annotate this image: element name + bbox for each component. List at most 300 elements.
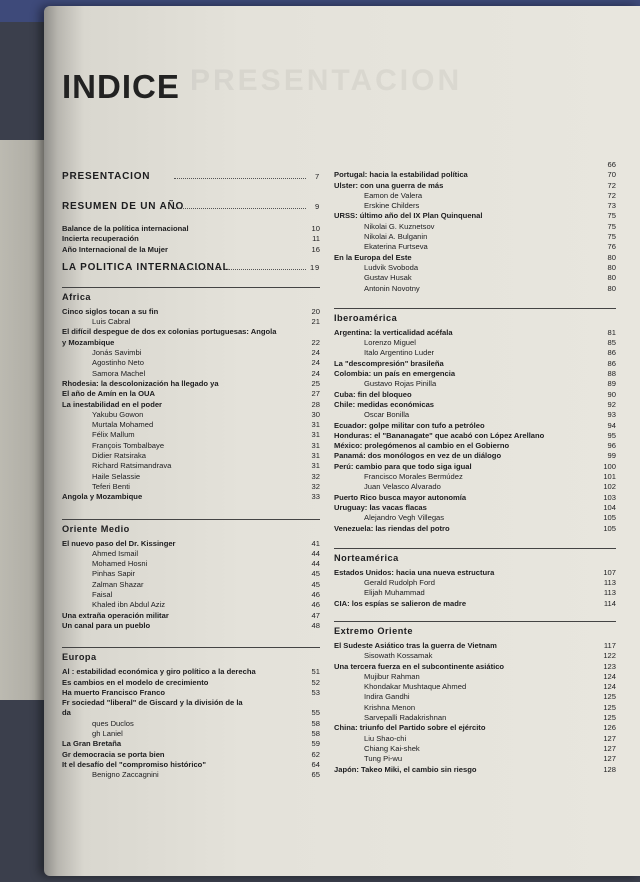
- toc-page-number: 113: [603, 588, 616, 598]
- toc-page-number: 80: [607, 283, 616, 293]
- toc-entry-title: Incierta recuperación: [62, 234, 139, 244]
- toc-section[interactable]: [62, 263, 320, 277]
- toc-subentry[interactable]: [62, 600, 320, 610]
- toc-entry[interactable]: [334, 524, 616, 534]
- toc-section[interactable]: [62, 202, 320, 216]
- toc-page-number: 125: [603, 692, 616, 702]
- toc-page-number: 66: [607, 160, 616, 169]
- toc-entry[interactable]: [334, 390, 616, 400]
- toc-entry-title: Un canal para un pueblo: [62, 620, 151, 630]
- toc-section[interactable]: [62, 172, 320, 186]
- toc-entry[interactable]: [334, 641, 616, 651]
- toc-subentry[interactable]: [334, 348, 616, 358]
- toc-entry[interactable]: [62, 224, 320, 234]
- toc-subentry[interactable]: [334, 242, 616, 252]
- toc-page-number: 53: [311, 687, 320, 697]
- toc-page-number: 80: [607, 262, 616, 272]
- toc-entry-title: Balance de la política internacional: [62, 224, 189, 233]
- toc-page-number: 102: [603, 482, 616, 492]
- toc-subentry[interactable]: [334, 191, 616, 201]
- toc-entry-title: Italo Argentino Luder: [364, 348, 435, 358]
- toc-entry-title: Año Internacional de la Mujer: [62, 244, 168, 254]
- toc-page-number: 73: [607, 201, 616, 211]
- toc-page-number: 125: [603, 713, 616, 723]
- toc-page-number: 90: [607, 389, 616, 399]
- toc-entry-title: Ulster: con una guerra de más: [334, 180, 444, 190]
- toc-entry-title: da: [62, 708, 71, 718]
- toc-page-number: 46: [311, 600, 320, 610]
- toc-page-number: 72: [607, 180, 616, 190]
- toc-entry-title: Faisal: [92, 590, 113, 600]
- toc-entry[interactable]: [334, 441, 616, 451]
- toc-subentry[interactable]: [334, 284, 616, 294]
- toc-entry[interactable]: [334, 662, 616, 672]
- toc-entry-title: Yakubu Gowon: [92, 409, 144, 419]
- toc-entry-title: Una extraña operación militar: [62, 610, 169, 620]
- spacer: [62, 216, 320, 224]
- toc-entry-title: Benigno Zaccagnini: [92, 770, 159, 780]
- toc-subentry[interactable]: [62, 729, 320, 739]
- toc-subentry[interactable]: [62, 410, 320, 420]
- toc-page-number: 32: [311, 471, 320, 481]
- toc-page-number: 127: [603, 733, 616, 743]
- toc-entry-title: Angola y Mozambique: [62, 492, 143, 502]
- section-rule: [62, 287, 320, 288]
- toc-page-number: 52: [311, 677, 320, 687]
- toc-subentry[interactable]: [62, 770, 320, 780]
- toc-page-number: 113: [603, 578, 616, 588]
- toc-entry[interactable]: [62, 750, 320, 760]
- toc-entry-title: Khaled ibn Abdul Aziz: [92, 600, 166, 610]
- toc-page-number: 21: [311, 317, 320, 327]
- toc-entry[interactable]: [334, 400, 616, 410]
- toc-page-number: 48: [311, 620, 320, 630]
- toc-subentry[interactable]: [62, 369, 320, 379]
- toc-page-number: 101: [603, 472, 616, 482]
- toc-entry-title: Estados Unidos: hacia una nueva estructura: [334, 567, 495, 577]
- toc-entry-title: Liu Shao-chi: [364, 733, 407, 743]
- toc-entry-title: Félix Mallum: [92, 430, 135, 440]
- spacer: [62, 277, 320, 281]
- toc-page-number: 86: [607, 358, 616, 368]
- toc-subentry[interactable]: [62, 482, 320, 492]
- toc-entry-title: Gustavo Rojas Pinilla: [364, 379, 437, 389]
- toc-page-number: 114: [603, 598, 616, 608]
- toc-subentry[interactable]: [62, 472, 320, 482]
- toc-entry[interactable]: [334, 568, 616, 578]
- toc-entry-title: La inestabilidad en el poder: [62, 399, 163, 409]
- toc-page-number: 24: [311, 368, 320, 378]
- toc-subentry[interactable]: [62, 461, 320, 471]
- toc-entry-title: Panamá: dos monólogos en vez de un diálogo: [334, 451, 502, 461]
- toc-page-number: 105: [603, 523, 616, 533]
- toc-page-number: 81: [607, 327, 616, 337]
- toc-subentry[interactable]: [334, 703, 616, 713]
- toc-page-number: 100: [603, 461, 616, 471]
- toc-entry-title: y Mozambique: [62, 337, 115, 347]
- toc-entry-title: Gerald Rudolph Ford: [364, 578, 435, 588]
- toc-entry-title: Murtala Mohamed: [92, 420, 154, 430]
- toc-page-number: 99: [607, 451, 616, 461]
- toc-entry-title: Venezuela: las riendas del potro: [334, 523, 450, 533]
- toc-entry[interactable]: [334, 503, 616, 513]
- toc-entry-title: Gustav Husak: [364, 273, 412, 283]
- toc-entry-title: Mohamed Hosni: [92, 559, 148, 569]
- toc-entry-title: Rhodesia: la descolonización ha llegado ya: [62, 378, 219, 388]
- toc-page-number: 75: [607, 211, 616, 221]
- toc-page-number: 96: [607, 441, 616, 451]
- toc-entry-title: Ekaterina Furtseva: [364, 242, 428, 252]
- toc-page-number: 123: [603, 661, 616, 671]
- toc-entry[interactable]: [62, 678, 320, 688]
- toc-entry-title: La "descompresión" brasileña: [334, 358, 444, 368]
- toc-page-number: 70: [607, 170, 616, 180]
- toc-page-number: 127: [603, 743, 616, 753]
- toc-subentry[interactable]: [62, 580, 320, 590]
- section-rule: [62, 647, 320, 648]
- dot-leader: [174, 269, 306, 270]
- toc-entry-title: Richard Ratsimandrava: [92, 461, 172, 471]
- toc-page-number: 80: [607, 252, 616, 262]
- toc-entry-title: Gr democracia se porta bien: [62, 749, 165, 759]
- toc-entry-title: En la Europa del Este: [334, 252, 412, 262]
- toc-subentry[interactable]: [334, 201, 616, 211]
- toc-page-number: 9: [314, 202, 320, 211]
- toc-entry[interactable]: [62, 667, 320, 677]
- toc-page-number: 62: [311, 749, 320, 759]
- toc-subentry[interactable]: [334, 734, 616, 744]
- toc-entry[interactable]: [62, 539, 320, 549]
- toc-subentry[interactable]: [334, 578, 616, 588]
- toc-entry[interactable]: [334, 599, 616, 609]
- toc-subentry[interactable]: [62, 590, 320, 600]
- toc-page-number: 28: [311, 399, 320, 409]
- toc-entry-title: ques Duclos: [92, 718, 134, 728]
- toc-entry[interactable]: [334, 181, 616, 191]
- toc-page-number: 126: [603, 723, 616, 733]
- toc-subentry[interactable]: [334, 338, 616, 348]
- toc-page-number: 75: [607, 221, 616, 231]
- toc-page-number: 64: [311, 759, 320, 769]
- toc-page-number: 117: [603, 640, 616, 650]
- toc-entry[interactable]: [334, 765, 616, 775]
- toc-subentry[interactable]: [334, 754, 616, 764]
- toc-entry-title: Krishna Menon: [364, 702, 416, 712]
- toc-entry-title: Zalman Shazar: [92, 579, 144, 589]
- toc-entry[interactable]: [334, 160, 616, 170]
- toc-entry-title: LA POLITICA INTERNACIONAL: [62, 261, 230, 273]
- toc-subentry[interactable]: [334, 263, 616, 273]
- toc-page-number: 27: [311, 389, 320, 399]
- toc-page-number: 95: [607, 430, 616, 440]
- toc-page-number: 105: [603, 513, 616, 523]
- toc-entry-title: El difícil despegue de dos ex colonias portuguesas: Angola: [62, 327, 277, 337]
- toc-subentry[interactable]: [334, 410, 616, 420]
- toc-entry[interactable]: [334, 369, 616, 379]
- toc-entry[interactable]: [62, 245, 320, 255]
- toc-page-number: 122: [603, 651, 616, 661]
- spacer: [62, 631, 320, 641]
- toc-entry-title: Jonás Savimbi: [92, 348, 142, 358]
- toc-entry-title: Ha muerto Francisco Franco: [62, 687, 165, 697]
- toc-page-number: 72: [607, 190, 616, 200]
- toc-entry-title: México: prolegómenos al cambio en el Gobierno: [334, 441, 510, 451]
- toc-subentry[interactable]: [62, 559, 320, 569]
- toc-entry-title: Argentina: la verticalidad acéfala: [334, 327, 453, 337]
- toc-entry-title: Honduras: el "Bananagate" que acabó con López Arellano: [334, 430, 545, 440]
- toc-entry-title: Didier Ratsiraka: [92, 451, 147, 461]
- toc-subentry[interactable]: [62, 348, 320, 358]
- spacer: [62, 503, 320, 513]
- spacer: [62, 186, 320, 202]
- toc-entry[interactable]: [334, 328, 616, 338]
- toc-entry[interactable]: [334, 462, 616, 472]
- toc-entry-title: Agostinho Neto: [92, 358, 144, 368]
- toc-entry[interactable]: [334, 170, 616, 180]
- toc-subentry[interactable]: [334, 672, 616, 682]
- toc-entry-title: Puerto Rico busca mayor autonomía: [334, 492, 467, 502]
- toc-page-number: 127: [603, 754, 616, 764]
- toc-page-number: 47: [311, 610, 320, 620]
- toc-page-number: 80: [607, 273, 616, 283]
- toc-entry[interactable]: [62, 307, 320, 317]
- toc-entry-title: Sisowath Kossamak: [364, 651, 433, 661]
- toc-entry[interactable]: [334, 723, 616, 733]
- toc-page-number: 92: [607, 399, 616, 409]
- toc-page-number: 7: [314, 172, 320, 181]
- toc-page-number: 24: [311, 348, 320, 358]
- toc-page-number: 19: [309, 262, 320, 272]
- toc-subentry[interactable]: [334, 273, 616, 283]
- toc-entry-title: Chile: medidas económicas: [334, 399, 435, 409]
- toc-entry[interactable]: [62, 708, 320, 718]
- toc-page-number: 46: [311, 590, 320, 600]
- toc-subentry[interactable]: [334, 222, 616, 232]
- section-rule: [62, 519, 320, 520]
- toc-page-number: 107: [603, 567, 616, 577]
- toc-entry-title: Nikolai A. Bulganin: [364, 232, 428, 242]
- toc-subentry[interactable]: [334, 744, 616, 754]
- toc-page-number: 32: [311, 481, 320, 491]
- section-rule: [334, 308, 616, 309]
- toc-entry-title: Pinhas Sapir: [92, 569, 136, 579]
- toc-page-number: 124: [603, 671, 616, 681]
- toc-entry-title: Portugal: hacia la estabilidad política: [334, 170, 468, 180]
- region-heading: Europa: [62, 652, 97, 663]
- toc-page-number: 31: [311, 451, 320, 461]
- toc-page-number: 31: [311, 440, 320, 450]
- toc-entry[interactable]: [62, 379, 320, 389]
- toc-entry[interactable]: [334, 451, 616, 461]
- toc-page-number: 33: [311, 492, 320, 502]
- toc-page-number: 86: [607, 348, 616, 358]
- toc-entry-title: Francisco Morales Bermúdez: [364, 472, 463, 482]
- toc-entry[interactable]: [334, 421, 616, 431]
- toc-subentry[interactable]: [62, 441, 320, 451]
- toc-page-number: 103: [603, 492, 616, 502]
- toc-subentry[interactable]: [62, 420, 320, 430]
- toc-entry[interactable]: [62, 688, 320, 698]
- toc-entry[interactable]: [334, 493, 616, 503]
- toc-entry-title: El año de Amín en la OUA: [62, 389, 155, 399]
- toc-subentry[interactable]: [334, 713, 616, 723]
- toc-entry-title: Ecuador: golpe militar con tufo a petróleo: [334, 420, 485, 430]
- toc-entry-title: La Gran Bretaña: [62, 739, 122, 749]
- toc-subentry[interactable]: [62, 358, 320, 368]
- region-heading: Iberoamérica: [334, 312, 398, 323]
- toc-entry-title: Oscar Bonilla: [364, 410, 410, 420]
- toc-entry-title: Sarvepalli Radakrishnan: [364, 713, 447, 723]
- toc-page-number: 85: [607, 338, 616, 348]
- toc-page-number: 25: [311, 378, 320, 388]
- toc-page-number: 93: [607, 410, 616, 420]
- region-heading: Oriente Medio: [62, 523, 130, 534]
- toc-subentry[interactable]: [334, 588, 616, 598]
- toc-entry-title: Erskine Childers: [364, 201, 420, 211]
- toc-page-number: 58: [311, 718, 320, 728]
- toc-entry-title: gh Laniel: [92, 728, 123, 738]
- toc-entry-title: Antonin Novotny: [364, 283, 420, 293]
- toc-entry-title: Japón: Takeo Miki, el cambio sin riesgo: [334, 764, 477, 774]
- toc-page-number: 24: [311, 358, 320, 368]
- section-rule: [334, 548, 616, 549]
- toc-entry[interactable]: [62, 621, 320, 631]
- toc-entry[interactable]: [62, 389, 320, 399]
- toc-entry[interactable]: [62, 400, 320, 410]
- toc-entry[interactable]: [62, 611, 320, 621]
- toc-page-number: 10: [311, 224, 320, 233]
- page-title: INDICE: [62, 68, 180, 105]
- toc-page-number: 124: [603, 682, 616, 692]
- toc-entry-title: Haile Selassie: [92, 471, 141, 481]
- toc-entry[interactable]: [334, 359, 616, 369]
- toc-page-number: 55: [311, 708, 320, 718]
- toc-entry-title: Samora Machel: [92, 368, 146, 378]
- toc-entry-title: Nikolai G. Kuznetsov: [364, 221, 435, 231]
- toc-entry-title: Fr sociedad "liberal" de Giscard y la división de la: [62, 698, 243, 708]
- toc-page-number: 76: [607, 242, 616, 252]
- toc-page-number: 11: [312, 234, 320, 244]
- toc-page-number: 16: [311, 244, 320, 254]
- region-heading: Extremo Oriente: [334, 625, 413, 636]
- toc-page-number: 41: [311, 538, 320, 548]
- toc-entry-title: Khondakar Mushtaque Ahmed: [364, 682, 467, 692]
- spacer: [334, 534, 616, 542]
- toc-entry[interactable]: [334, 253, 616, 263]
- toc-entry-title: Elijah Muhammad: [364, 588, 425, 598]
- toc-page-number: 75: [607, 232, 616, 242]
- show-through-text: PRESENTACION: [190, 64, 463, 97]
- toc-subentry[interactable]: [334, 692, 616, 702]
- toc-page-number: 20: [311, 306, 320, 316]
- spacer: [334, 294, 616, 302]
- toc-entry-title: CIA: los espías se salieron de madre: [334, 598, 467, 608]
- toc-subentry[interactable]: [334, 651, 616, 661]
- toc-page-number: 30: [311, 409, 320, 419]
- toc-entry-title: Perú: cambio para que todo siga igual: [334, 461, 472, 471]
- region-heading: Norteamérica: [334, 552, 399, 563]
- toc-entry[interactable]: [62, 739, 320, 749]
- toc-entry-title: El Sudeste Asiático tras la guerra de Vietnam: [334, 640, 497, 650]
- region-heading: Africa: [62, 291, 92, 302]
- toc-entry-title: Juan Velasco Alvarado: [364, 482, 441, 492]
- toc-subentry[interactable]: [62, 569, 320, 579]
- toc-page-number: 22: [311, 337, 320, 347]
- toc-subentry[interactable]: [62, 430, 320, 440]
- toc-page-number: 44: [311, 559, 320, 569]
- toc-entry-title: François Tombalbaye: [92, 440, 165, 450]
- toc-page-number: 45: [311, 569, 320, 579]
- toc-page-number: 128: [603, 764, 616, 774]
- toc-page-number: 31: [311, 430, 320, 440]
- toc-entry-title: Cinco siglos tocan a su fin: [62, 306, 159, 316]
- toc-subentry[interactable]: [334, 513, 616, 523]
- toc-entry-title: Alejandro Vegh Villegas: [364, 513, 445, 523]
- toc-page-number: 31: [311, 461, 320, 471]
- toc-entry-title: It el desafío del "compromiso histórico": [62, 759, 206, 769]
- toc-entry-title: Indira Gandhi: [364, 692, 410, 702]
- toc-entry-title: Lorenzo Miguel: [364, 338, 416, 348]
- toc-page-number: 88: [607, 369, 616, 379]
- toc-entry-title: Una tercera fuerza en el subcontinente asiático: [334, 661, 505, 671]
- toc-entry[interactable]: [62, 760, 320, 770]
- toc-entry[interactable]: [62, 492, 320, 502]
- toc-subentry[interactable]: [62, 719, 320, 729]
- toc-subentry[interactable]: [334, 232, 616, 242]
- toc-page-number: 58: [311, 728, 320, 738]
- toc-entry[interactable]: [62, 327, 320, 337]
- toc-subentry[interactable]: [62, 317, 320, 327]
- toc-entry-title: URSS: último año del IX Plan Quinquenal: [334, 211, 483, 221]
- toc-subentry[interactable]: [62, 451, 320, 461]
- toc-subentry[interactable]: [334, 472, 616, 482]
- toc-page-number: 125: [603, 702, 616, 712]
- toc-entry[interactable]: [334, 211, 616, 221]
- toc-page-number: 94: [607, 420, 616, 430]
- toc-entry-title: Luis Cabral: [92, 317, 131, 327]
- toc-entry[interactable]: [334, 431, 616, 441]
- toc-entry-title: Chiang Kai-shek: [364, 743, 420, 753]
- toc-page-number: 31: [311, 420, 320, 430]
- toc-entry-title: Tung Pi-wu: [364, 754, 403, 764]
- toc-page-number: 44: [311, 548, 320, 558]
- dot-leader: [174, 178, 306, 179]
- toc-entry-title: Cuba: fin del bloqueo: [334, 389, 412, 399]
- toc-entry-title: Eamon de Valera: [364, 190, 423, 200]
- toc-entry[interactable]: [62, 234, 320, 244]
- toc-entry-title: Ahmed Ismail: [92, 548, 139, 558]
- toc-page-number: 89: [607, 379, 616, 389]
- toc-entry-title: Ludvik Svoboda: [364, 262, 419, 272]
- right-column: [334, 160, 616, 775]
- toc-entry[interactable]: [62, 698, 320, 708]
- toc-subentry[interactable]: [62, 549, 320, 559]
- toc-page-number: 51: [311, 667, 320, 677]
- toc-entry-title: Colombia: un país en emergencia: [334, 369, 456, 379]
- toc-page-number: 45: [311, 579, 320, 589]
- toc-subentry[interactable]: [334, 379, 616, 389]
- toc-entry-title: El nuevo paso del Dr. Kissinger: [62, 538, 176, 548]
- toc-entry-title: Teferi Benti: [92, 481, 130, 491]
- toc-entry-title: Uruguay: las vacas flacas: [334, 502, 427, 512]
- toc-page-number: 104: [603, 502, 616, 512]
- toc-entry[interactable]: [62, 338, 320, 348]
- toc-subentry[interactable]: [334, 682, 616, 692]
- toc-entry-title: RESUMEN DE UN AÑO: [62, 201, 185, 212]
- toc-page-number: 59: [311, 739, 320, 749]
- toc-subentry[interactable]: [334, 482, 616, 492]
- toc-page-number: 65: [311, 770, 320, 780]
